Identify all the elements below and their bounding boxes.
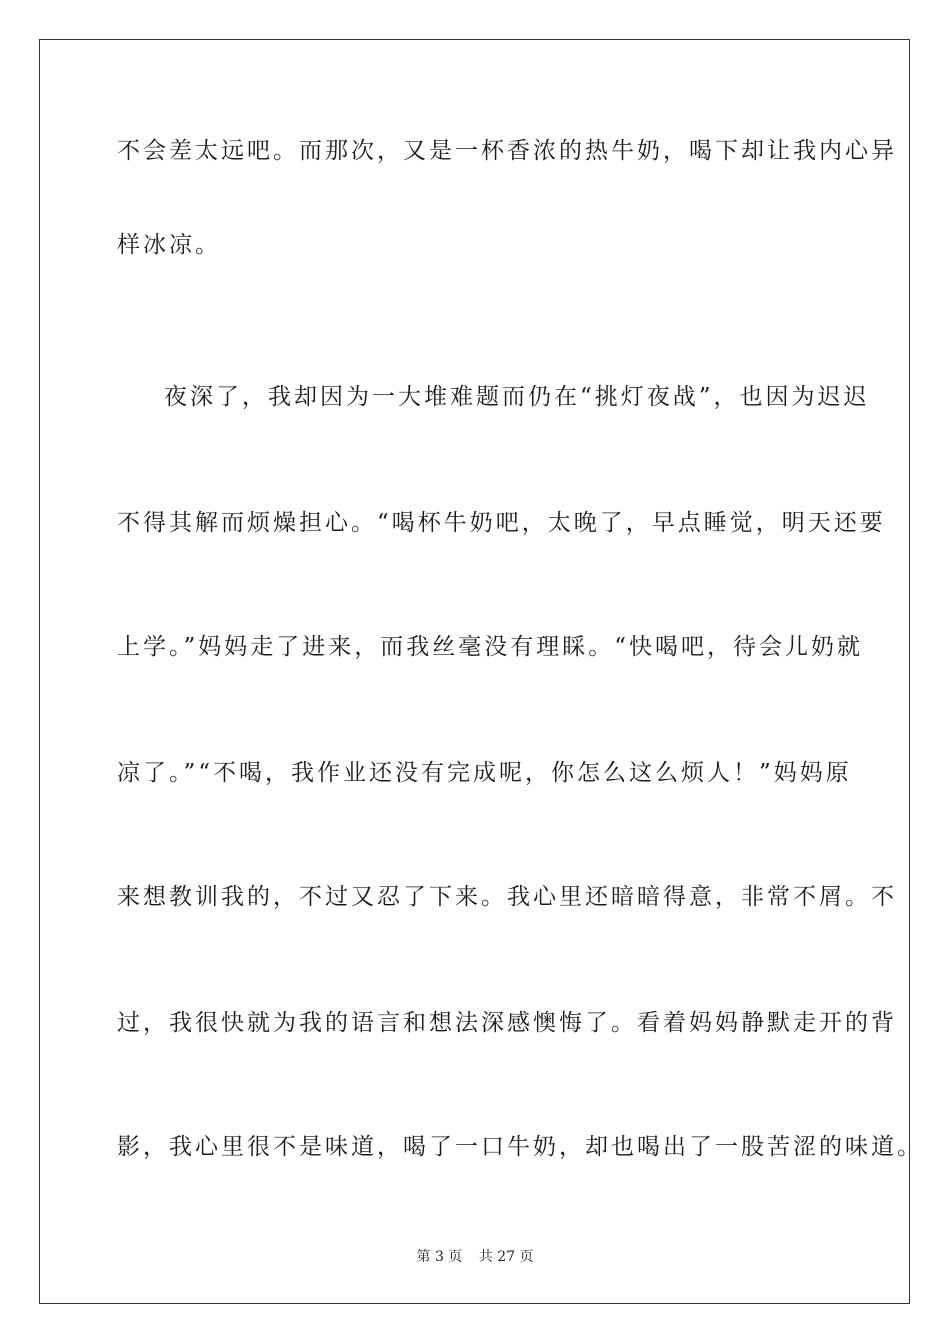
text-line: 过，我很快就为我的语言和想法深感懊悔了。看着妈妈静默走开的背 bbox=[117, 1010, 897, 1036]
page-total: 共 27 页 bbox=[478, 1249, 534, 1265]
text-line: 不会差太远吧。而那次，又是一杯香浓的热牛奶，喝下却让我内心异 bbox=[117, 138, 897, 164]
text-line: 来想教训我的，不过又忍了下来。我心里还暗暗得意，非常不屑。不 bbox=[117, 884, 897, 910]
text-line: 影，我心里很不是味道，喝了一口牛奶，却也喝出了一股苦涩的味道。 bbox=[117, 1134, 923, 1160]
page-number: 第 3 页 bbox=[416, 1249, 463, 1265]
text-line: 样冰凉。 bbox=[117, 232, 221, 258]
text-line: 凉了。”“不喝，我作业还没有完成呢，你怎么这么烦人！”妈妈原 bbox=[117, 760, 852, 786]
page-footer bbox=[0, 1246, 950, 1266]
text-line: 上学。”妈妈走了进来，而我丝毫没有理睬。“快喝吧，待会儿奶就 bbox=[117, 634, 864, 660]
text-line: 不得其解而烦燥担心。“喝杯牛奶吧，太晚了，早点睡觉，明天还要 bbox=[117, 510, 886, 536]
paragraph-first-line: 夜深了，我却因为一大堆难题而仍在“挑灯夜战”，也因为迟迟 bbox=[164, 384, 870, 410]
page-border bbox=[39, 39, 910, 1304]
